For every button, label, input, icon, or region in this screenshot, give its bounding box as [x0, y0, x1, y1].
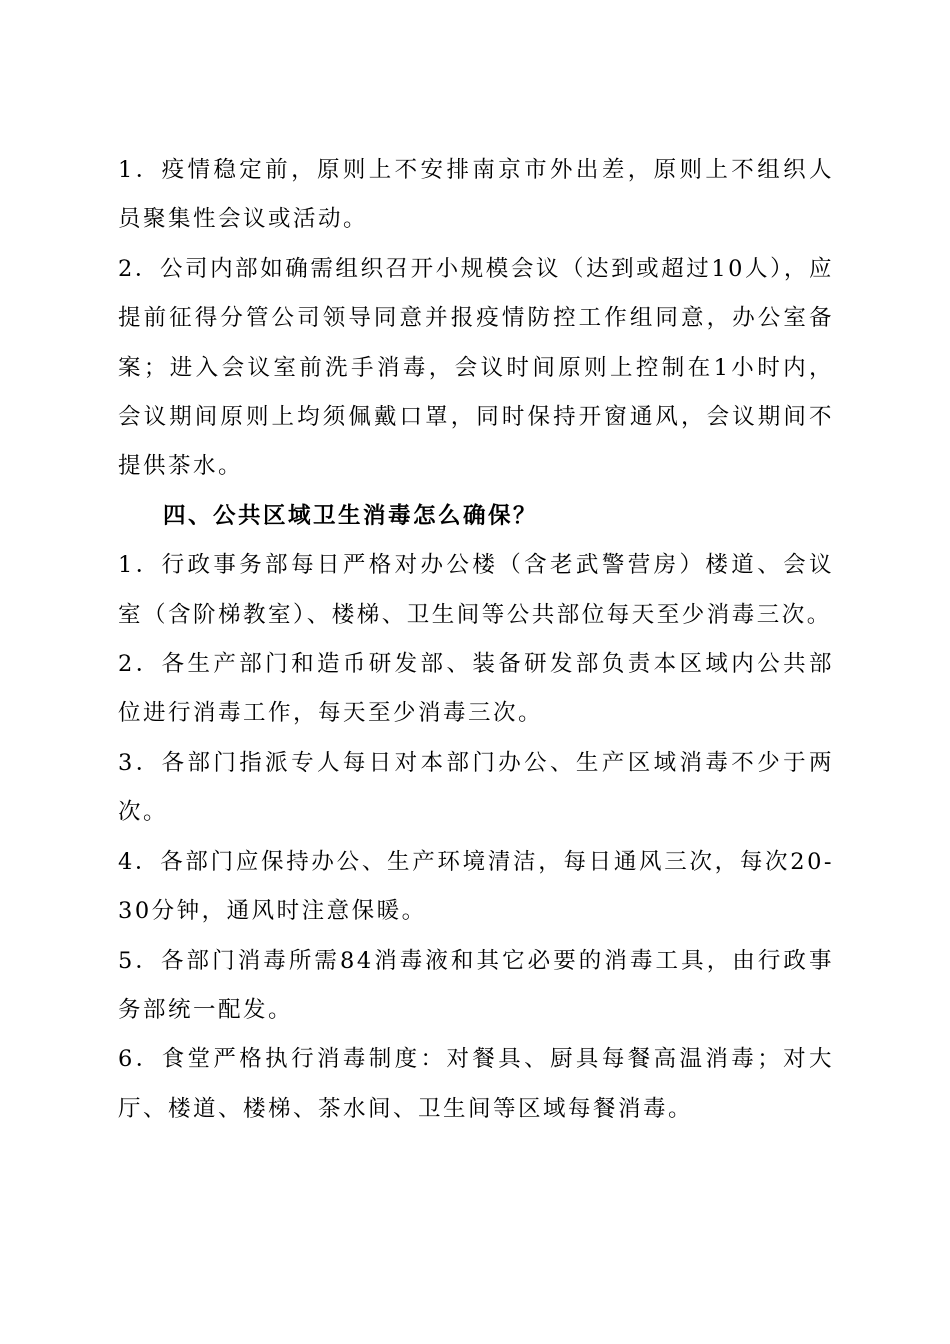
section3-item-1: 1．疫情稳定前，原则上不安排南京市外出差，原则上不组织人员聚集性会议或活动。: [118, 157, 834, 233]
section4-heading: 四、公共区域卫生消毒怎么确保？: [163, 502, 539, 529]
section4-item-1: 1．行政事务部每日严格对办公楼（含老武警营房）楼道、会议室（含阶梯教室）、楼梯、卫生间等公共部位每天至少消毒三次。: [118, 552, 834, 628]
section4-item-5: 5．各部门消毒所需84消毒液和其它必要的消毒工具，由行政事务部统一配发。: [118, 947, 834, 1023]
section4-item-2: 2．各生产部门和造币研发部、装备研发部负责本区域内公共部位进行消毒工作，每天至少消毒三次。: [118, 651, 834, 727]
section3-item-2: 2．公司内部如确需组织召开小规模会议（达到或超过10人），应提前征得分管公司领导同意并报疫情防控工作组同意，办公室备案；进入会议室前洗手消毒，会议时间原则上控制在1小时内，会议期间原则上均须佩戴口罩，同时保持开窗通风，会议期间不提供茶水。: [118, 255, 834, 480]
section4-item-4: 4．各部门应保持办公、生产环境清洁，每日通风三次，每次20-30分钟，通风时注意保暖。: [118, 848, 834, 925]
document-body: [118, 146, 834, 1134]
section4-item-3: 3．各部门指派专人每日对本部门办公、生产区域消毒不少于两次。: [118, 749, 834, 826]
section4-item-6: 6．食堂严格执行消毒制度：对餐具、厨具每餐高温消毒；对大厅、楼道、楼梯、茶水间、卫生间等区域每餐消毒。: [118, 1046, 834, 1122]
